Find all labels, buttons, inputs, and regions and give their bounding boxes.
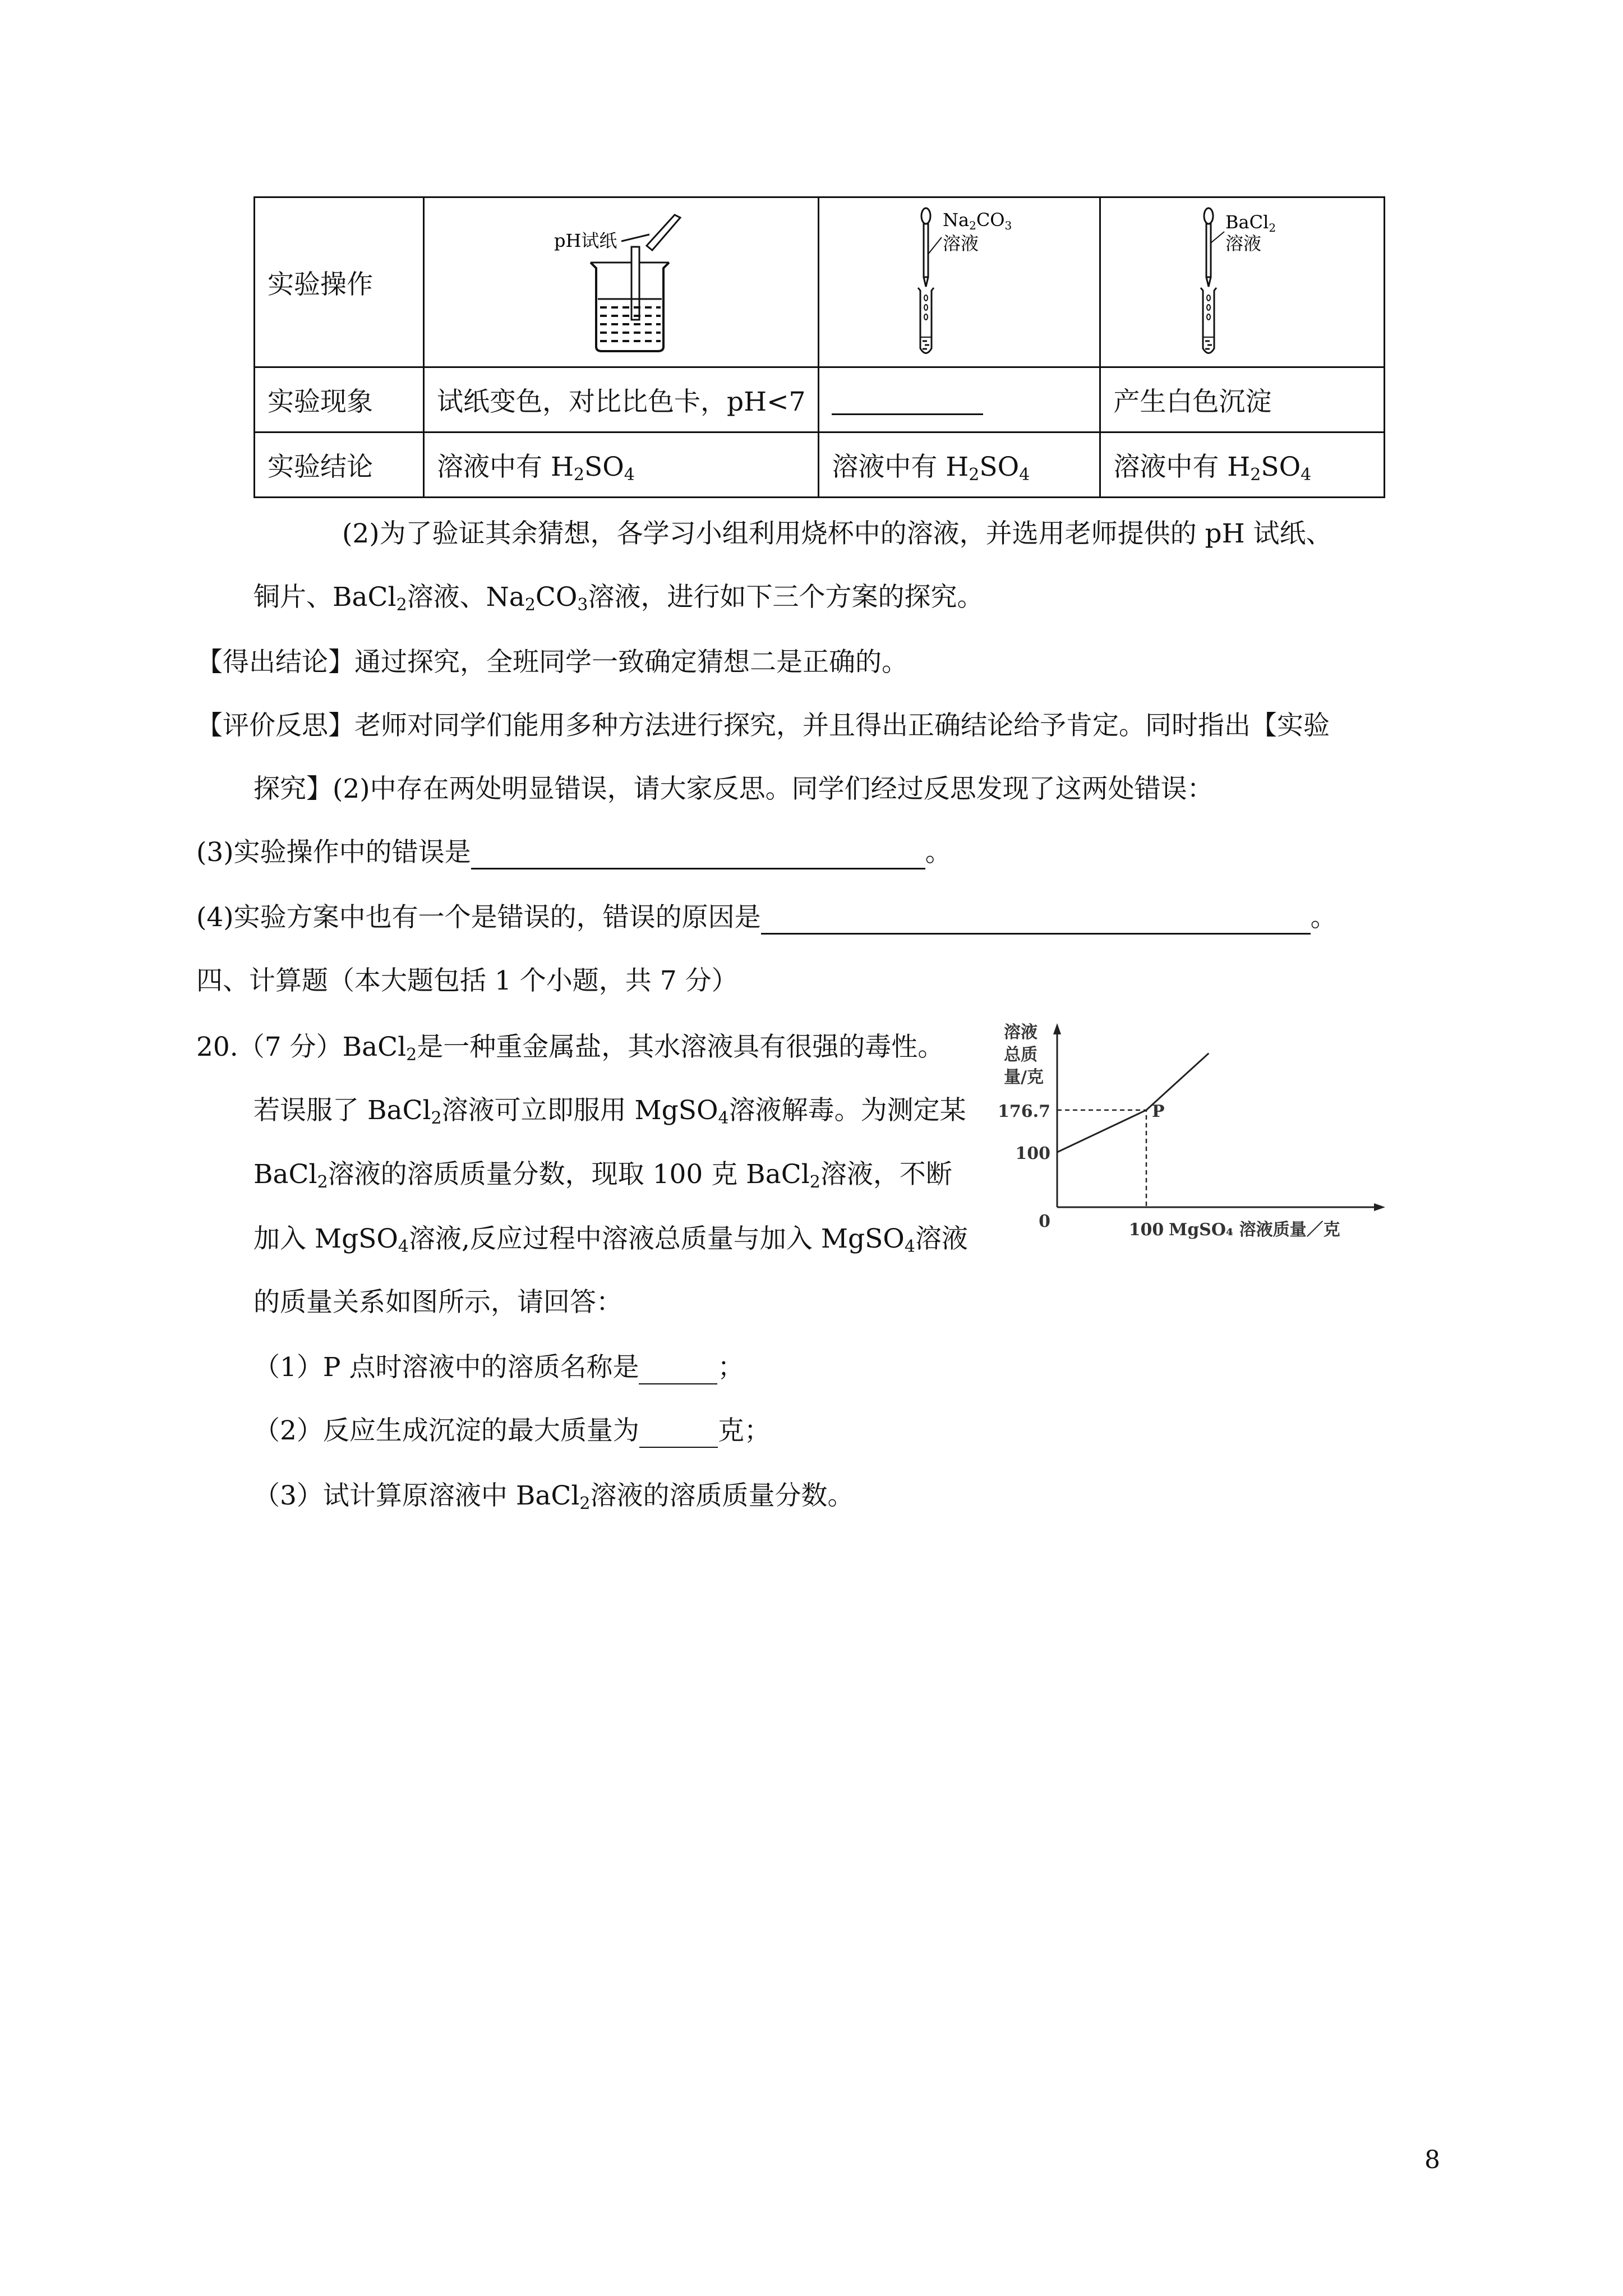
text-segment: 溶液,反应过程中溶液总质量与加入 MgSO <box>408 1223 905 1254</box>
row-header: 实验操作 <box>255 197 424 367</box>
text-segment: 溶液 <box>915 1223 968 1254</box>
para-materials <box>253 581 984 614</box>
text-segment: （1）P 点时溶液中的溶质名称是 <box>253 1352 639 1383</box>
text-segment: 溶液的溶质质量分数。 <box>590 1480 854 1511</box>
answer-blank[interactable] <box>761 908 1311 935</box>
text-segment: 是一种重金属盐，其水溶液具有很强的毒性。 <box>417 1032 944 1062</box>
phenomenon-cell-blank <box>819 367 1100 432</box>
answer-blank[interactable] <box>639 1359 717 1384</box>
q20-sub1 <box>253 1351 744 1384</box>
question-3 <box>196 836 952 869</box>
q20-intro <box>196 1030 944 1064</box>
subscript: 2 <box>396 595 407 615</box>
text-segment: 溶液的溶质质量分数，现取 100 克 BaCl <box>328 1159 810 1190</box>
text-segment: 溶液可立即服用 MgSO <box>441 1095 718 1126</box>
y-tick-label: 100 <box>1015 1144 1050 1163</box>
table-row-conclusion <box>255 432 1385 498</box>
text-segment: 若误服了 BaCl <box>253 1095 431 1126</box>
text-segment: （2）反应生成沉淀的最大质量为 <box>253 1415 639 1446</box>
text-segment: BaCl <box>253 1159 317 1190</box>
text-segment: 20.（7 分）BaCl <box>196 1032 407 1062</box>
conclusion-cell: 溶液中有 $H_2SO_4$ <box>1100 432 1385 498</box>
text-segment: 溶液、Na <box>407 582 525 613</box>
table-row-phenomenon <box>255 367 1385 432</box>
experiment-table <box>253 196 1385 498</box>
reflection-cont <box>253 772 1214 806</box>
reflection-para <box>196 709 1330 743</box>
subscript: 4 <box>904 1237 915 1257</box>
text-segment: ； <box>717 1352 744 1383</box>
text-segment: (2)为了验证其余猜想，各学习小组利用烧杯中的溶液，并选用老师提供的 pH 试纸、 <box>342 518 1332 549</box>
text-segment: 加入 MgSO <box>253 1223 398 1254</box>
subscript: 2 <box>809 1172 820 1192</box>
text-segment: 铜片、BaCl <box>253 582 396 613</box>
y-axis-label: 溶液 <box>1004 1023 1038 1042</box>
subscript: 3 <box>577 595 588 615</box>
point-p-label: P <box>1152 1101 1165 1121</box>
text-segment: 克； <box>717 1415 771 1446</box>
conclusion-cell: 溶液中有 $H_2SO_4$ <box>424 432 819 498</box>
text-segment: 溶液，进行如下三个方案的探究。 <box>588 582 984 613</box>
y-axis-arrow <box>1053 1023 1061 1034</box>
q20-line4 <box>253 1222 968 1256</box>
series-line <box>1057 1053 1209 1152</box>
guide-dashed-line <box>1057 1110 1146 1207</box>
svg-text:BaCl2: BaCl2 <box>1225 211 1276 234</box>
phenomenon-cell: 试纸变色，对比比色卡，pH<7 <box>424 367 819 432</box>
q20-sub3 <box>253 1479 854 1513</box>
section-heading <box>196 964 738 998</box>
page-number: 8 <box>1424 2146 1440 2174</box>
subscript: 2 <box>431 1108 442 1128</box>
dropper-bacl2-figure <box>1158 204 1326 361</box>
bacl2-solution-label: 溶液 <box>1225 233 1262 254</box>
ph-test-figure-cell <box>424 197 819 367</box>
text-segment: (3)实验操作中的错误是 <box>196 837 471 868</box>
text-segment: 。 <box>925 837 952 868</box>
dropper-na2co3-figure <box>875 204 1044 361</box>
text-segment: (4)实验方案中也有一个是错误的，错误的原因是 <box>196 902 761 933</box>
q20-line2 <box>253 1094 966 1128</box>
answer-blank[interactable] <box>832 389 983 415</box>
text-segment: 溶液，不断 <box>820 1159 952 1190</box>
text-segment: 【评价反思】老师对同学们能用多种方法进行探究，并且得出正确结论给予肯定。同时指出【实验 <box>196 710 1330 741</box>
subscript: 4 <box>398 1237 409 1257</box>
text-segment: 溶液解毒。为测定某 <box>728 1095 966 1126</box>
y-axis-label: 总质 <box>1004 1045 1038 1065</box>
bacl2-figure-cell <box>1100 197 1385 367</box>
row-header: 实验结论 <box>255 432 424 498</box>
x-axis-label: MgSO₄ 溶液质量／克 <box>1169 1220 1340 1240</box>
text-segment: （3）试计算原溶液中 BaCl <box>253 1480 580 1511</box>
conclusion-cell: 溶液中有 $H_2SO_4$ <box>819 432 1100 498</box>
subscript: 2 <box>317 1172 328 1192</box>
origin-label: 0 <box>1039 1212 1050 1231</box>
row-header: 实验现象 <box>255 367 424 432</box>
subscript: 2 <box>406 1045 417 1065</box>
na2co3-solution-label: 溶液 <box>942 233 979 254</box>
beaker-ph-paper-figure <box>537 206 706 358</box>
svg-text:Na2CO3: Na2CO3 <box>942 209 1012 232</box>
q20-line3 <box>253 1158 952 1191</box>
mass-chart <box>987 1010 1436 1268</box>
y-tick-label: 176.7 <box>998 1101 1050 1121</box>
text-segment: 探究】(2)中存在两处明显错误，请大家反思。同学们经过反思发现了这两处错误： <box>253 774 1214 804</box>
text-segment: 【得出结论】通过探究，全班同学一致确定猜想二是正确的。 <box>196 647 908 678</box>
text-segment: 四、计算题（本大题包括 1 个小题，共 7 分） <box>196 965 738 996</box>
q20-line5 <box>253 1286 623 1319</box>
ph-paper-label: pH试纸 <box>554 230 617 251</box>
y-axis-label: 量/克 <box>1004 1068 1044 1087</box>
subscript: 2 <box>524 595 536 615</box>
text-segment: CO <box>535 582 578 613</box>
answer-blank[interactable] <box>471 843 925 869</box>
q20-sub2 <box>253 1414 771 1448</box>
x-axis-arrow <box>1374 1203 1385 1211</box>
para-verify <box>342 517 1332 551</box>
table-row-operation <box>255 197 1385 367</box>
question-4 <box>196 901 1337 935</box>
conclusion-heading <box>196 646 908 679</box>
subscript: 4 <box>718 1108 729 1128</box>
text-segment: 的质量关系如图所示，请回答： <box>253 1287 623 1318</box>
subscript: 2 <box>579 1494 591 1513</box>
na2co3-figure-cell <box>819 197 1100 367</box>
x-tick-label: 100 <box>1128 1220 1164 1240</box>
answer-blank[interactable] <box>639 1422 718 1448</box>
phenomenon-cell: 产生白色沉淀 <box>1100 367 1385 432</box>
text-segment: 。 <box>1310 902 1337 933</box>
